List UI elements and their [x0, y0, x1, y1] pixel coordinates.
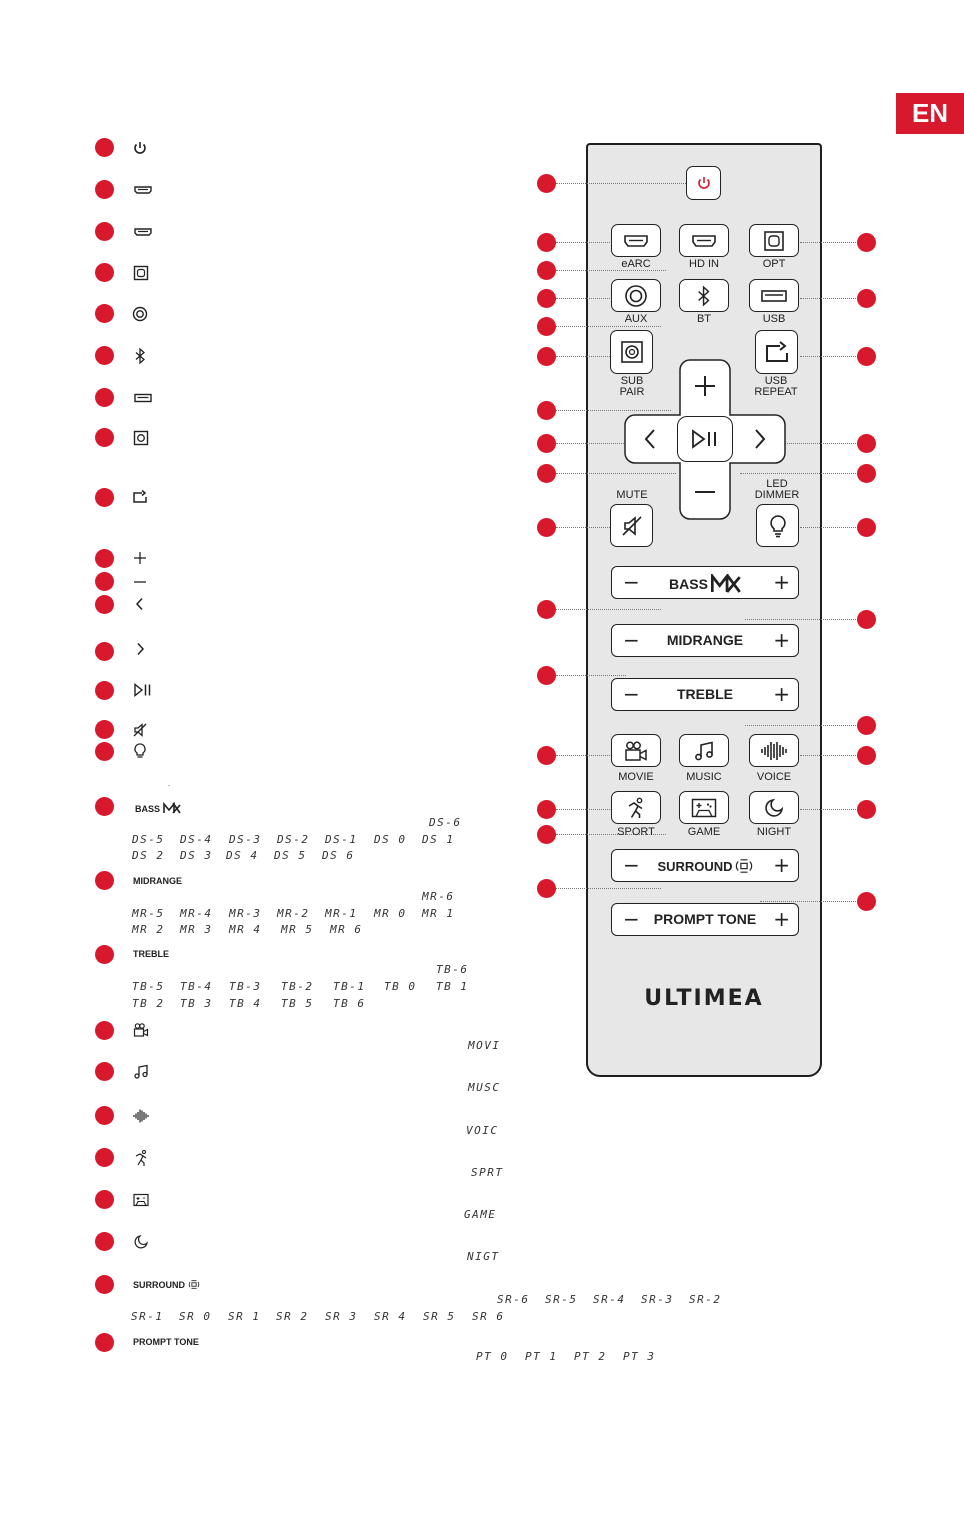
midrange-code: MR 2 [132, 923, 165, 936]
surround-code: SR 1 [228, 1310, 261, 1323]
callout-dot [537, 666, 556, 685]
callout-dot [95, 488, 114, 507]
leader-line [556, 809, 610, 810]
led-dimmer-label: LED DIMMER [754, 478, 800, 501]
earc-button[interactable] [611, 224, 661, 257]
bass-code: DS 2 [132, 849, 165, 862]
treble-code: TB 3 [180, 997, 213, 1010]
optical-icon [132, 264, 150, 282]
bass-code: DS 6 [322, 849, 355, 862]
callout-dot [95, 304, 114, 323]
callout-dot [537, 347, 556, 366]
treble-minus[interactable]: − [623, 682, 640, 706]
previous-button[interactable] [627, 418, 675, 460]
midrange-code: MR 4 [229, 923, 262, 936]
surround-code: SR-5 [545, 1293, 578, 1306]
callout-dot [95, 1232, 114, 1251]
callout-dot [857, 464, 876, 483]
treble-code: TB-3 [229, 980, 262, 993]
bass-code: DS 0 [374, 833, 407, 846]
language-tab: EN [896, 93, 964, 134]
chevron-left-icon [627, 418, 675, 460]
music-note-icon [132, 1063, 150, 1081]
leader-line [784, 443, 856, 444]
surround-code: SR 6 [472, 1310, 505, 1323]
callout-dot [95, 263, 114, 282]
music-button[interactable] [679, 734, 729, 767]
sport-button[interactable] [611, 791, 661, 824]
minus-icon [681, 472, 729, 516]
callout-dot [857, 347, 876, 366]
prompt-tone-code: PT 0 [476, 1350, 509, 1363]
prompt-tone-code: PT 1 [525, 1350, 558, 1363]
callout-dot [95, 1106, 114, 1125]
surround-minus[interactable]: − [623, 853, 640, 877]
bass-code: DS 4 [226, 849, 259, 862]
opt-label: OPT [762, 258, 786, 270]
callout-dot [857, 892, 876, 911]
leader-line [556, 183, 686, 184]
surround-icon [735, 858, 753, 874]
bass-code: DS 3 [180, 849, 213, 862]
music-note-icon [693, 740, 715, 762]
callout-dot [95, 549, 114, 568]
callout-dot [537, 746, 556, 765]
volume-up-button[interactable] [681, 362, 729, 408]
prompt-tone-code: PT 3 [623, 1350, 656, 1363]
hdmi-icon [692, 234, 716, 248]
sport-runner-icon [625, 797, 647, 819]
treble-code: TB 5 [281, 997, 314, 1010]
surround-plus[interactable]: + [773, 853, 790, 877]
hdmi-in-icon [133, 223, 153, 241]
bass-code: DS-1 [325, 833, 358, 846]
midrange-label: MIDRANGE [666, 632, 744, 648]
leader-line [800, 755, 856, 756]
surround-code: SR-1 [131, 1310, 164, 1323]
surround-code: SR-3 [641, 1293, 674, 1306]
midrange-code: MR 0 [374, 907, 407, 920]
callout-dot [857, 289, 876, 308]
prompt-tone-legend-label: PROMPT TONE [133, 1337, 199, 1347]
surround-label: SURROUND [612, 858, 798, 874]
game-icon [132, 1191, 150, 1209]
surround-icon [188, 1279, 200, 1290]
movie-camera-icon [132, 1021, 150, 1039]
callout-dot [95, 1021, 114, 1040]
bass-control[interactable] [611, 566, 799, 599]
movie-camera-icon [623, 740, 649, 762]
bluetooth-icon [696, 285, 712, 307]
treble-code: TB 1 [436, 980, 469, 993]
midrange-plus[interactable]: + [773, 628, 790, 652]
mute-button[interactable] [610, 504, 653, 547]
midrange-code: MR 3 [180, 923, 213, 936]
game-icon [691, 798, 717, 818]
surround-code: SR-2 [689, 1293, 722, 1306]
callout-dot [95, 871, 114, 890]
callout-dot [537, 800, 556, 819]
play-pause-icon [132, 681, 154, 699]
hdmi-earc-icon [133, 181, 153, 199]
surround-code: SR 4 [374, 1310, 407, 1323]
callout-dot [537, 317, 556, 336]
optical-icon [763, 230, 785, 252]
callout-dot [95, 720, 114, 739]
movie-code: MOVI [468, 1039, 501, 1052]
surround-code: SR 2 [276, 1310, 309, 1323]
voice-waveform-icon [759, 740, 789, 762]
movie-button[interactable] [611, 734, 661, 767]
bass-code: DS-5 [132, 833, 165, 846]
night-button[interactable] [749, 791, 799, 824]
chevron-right-icon [131, 640, 149, 658]
callout-dot [95, 595, 114, 614]
aux-icon [131, 305, 149, 323]
treble-plus[interactable]: + [773, 682, 790, 706]
usb-icon [761, 290, 787, 302]
midrange-code: MR-4 [180, 907, 213, 920]
leader-line [556, 888, 661, 889]
surround-code: SR 5 [423, 1310, 456, 1323]
treble-code: TB-2 [281, 980, 314, 993]
callout-dot [537, 518, 556, 537]
callout-dot [95, 642, 114, 661]
sport-label: SPORT [617, 826, 655, 838]
aux-label: AUX [624, 313, 648, 325]
bluetooth-button[interactable] [679, 279, 729, 312]
bass-legend-label: BASS [135, 802, 181, 814]
leader-line [556, 298, 610, 299]
voice-waveform-icon [132, 1107, 150, 1125]
surround-code: SR-6 [497, 1293, 530, 1306]
midrange-code: MR-3 [229, 907, 262, 920]
callout-dot [95, 180, 114, 199]
sub-pair-label: SUB PAIR [619, 375, 645, 398]
aux-icon [624, 284, 648, 308]
music-label: MUSIC [686, 771, 722, 783]
game-code: GAME [464, 1208, 497, 1221]
leader-line [556, 609, 661, 610]
midrange-code: MR 5 [281, 923, 314, 936]
surround-code: SR 0 [179, 1310, 212, 1323]
bass-code: DS 5 [274, 849, 307, 862]
callout-dot [857, 716, 876, 735]
usb-label: USB [762, 313, 786, 325]
bass-code: DS-2 [277, 833, 310, 846]
usb-button[interactable] [749, 279, 799, 312]
callout-dot [95, 797, 114, 816]
callout-dot [857, 233, 876, 252]
voice-button[interactable] [749, 734, 799, 767]
subwoofer-pair-icon [132, 429, 150, 447]
minus-icon [131, 573, 149, 591]
callout-dot [857, 434, 876, 453]
night-moon-icon [132, 1233, 150, 1251]
callout-dot [95, 138, 114, 157]
bass-mx-logo-icon [163, 802, 181, 814]
led-dimmer-button[interactable] [756, 504, 799, 547]
bass-mx-logo-icon [711, 574, 741, 593]
bt-label: BT [696, 313, 712, 325]
midrange-code: MR 1 [422, 907, 455, 920]
bass-minus[interactable]: − [623, 570, 640, 594]
music-code: MUSC [468, 1081, 501, 1094]
voice-code: VOIC [466, 1124, 499, 1137]
callout-dot [537, 401, 556, 420]
bass-label: BASS [612, 574, 798, 593]
bass-code: DS 1 [422, 833, 455, 846]
leader-line [745, 725, 856, 726]
treble-code: TB-6 [436, 963, 469, 976]
movie-label: MOVIE [618, 771, 654, 783]
hdmi-icon [624, 234, 648, 248]
mute-label: MUTE [616, 489, 648, 501]
callout-dot [95, 1062, 114, 1081]
prompt-tone-minus[interactable]: − [623, 907, 640, 931]
prompt-tone-control[interactable] [611, 903, 799, 936]
callout-dot [95, 1190, 114, 1209]
volume-down-button[interactable] [681, 472, 729, 516]
play-pause-icon [690, 428, 720, 450]
night-code: NIGT [467, 1250, 500, 1263]
midrange-minus[interactable]: − [623, 628, 640, 652]
game-button[interactable] [679, 791, 729, 824]
callout-dot [857, 518, 876, 537]
treble-code: TB-4 [180, 980, 213, 993]
power-button[interactable] [686, 166, 721, 200]
midrange-legend-label: MIDRANGE [133, 876, 182, 886]
bulb-icon [766, 514, 790, 538]
leader-line [800, 298, 856, 299]
leader-line [800, 527, 856, 528]
bass-code: DS-4 [180, 833, 213, 846]
callout-dot [95, 428, 114, 447]
bass-code: DS-6 [429, 816, 462, 829]
prompt-tone-plus[interactable]: + [773, 907, 790, 931]
leader-line [556, 675, 626, 676]
callout-dot [537, 464, 556, 483]
mute-icon [131, 721, 149, 739]
midrange-code: MR-1 [325, 907, 358, 920]
callout-dot [95, 742, 114, 761]
callout-dot [95, 572, 114, 591]
callout-dot [95, 346, 114, 365]
sport-runner-icon [132, 1149, 150, 1167]
leader-line [556, 527, 610, 528]
bass-code: DS-3 [229, 833, 262, 846]
usb-icon [133, 389, 153, 407]
midrange-code: MR-5 [132, 907, 165, 920]
chevron-left-icon [131, 595, 149, 613]
callout-dot [95, 1148, 114, 1167]
usb-repeat-icon [131, 488, 149, 506]
treble-code: TB-5 [132, 980, 165, 993]
treble-code: TB 0 [384, 980, 417, 993]
usb-repeat-label: USB REPEAT [754, 375, 798, 398]
callout-dot [95, 1275, 114, 1294]
leader-line [800, 356, 856, 357]
power-icon [695, 174, 713, 192]
treble-code: TB 6 [333, 997, 366, 1010]
midrange-code: MR-6 [422, 890, 455, 903]
power-icon [131, 139, 149, 157]
callout-dot [537, 879, 556, 898]
prompt-tone-label: PROMPT TONE [653, 911, 757, 927]
brand-logo: ULTIMEA [644, 986, 764, 1011]
night-moon-icon [763, 797, 785, 819]
play-pause-button[interactable] [677, 416, 733, 462]
bulb-icon [131, 742, 149, 760]
surround-legend-label: SURROUND [133, 1279, 200, 1290]
callout-dot [95, 388, 114, 407]
treble-code: TB 4 [229, 997, 262, 1010]
mute-icon [620, 514, 644, 538]
plus-icon [681, 362, 729, 408]
callout-dot [857, 800, 876, 819]
game-label: GAME [687, 826, 721, 838]
leader-line [556, 356, 610, 357]
callout-dot [537, 174, 556, 193]
hd-in-button[interactable] [679, 224, 729, 257]
bluetooth-icon [131, 347, 149, 365]
callout-dot [95, 945, 114, 964]
leader-line [800, 809, 856, 810]
callout-dot [857, 746, 876, 765]
surround-code: SR 3 [325, 1310, 358, 1323]
treble-code: TB-1 [333, 980, 366, 993]
surround-control[interactable] [611, 849, 799, 882]
sport-code: SPRT [471, 1166, 504, 1179]
aux-button[interactable] [611, 279, 661, 312]
optical-button[interactable] [749, 224, 799, 257]
callout-dot [537, 434, 556, 453]
midrange-code: MR 6 [330, 923, 363, 936]
leader-line [556, 242, 610, 243]
night-label: NIGHT [756, 826, 792, 838]
treble-label: TREBLE [677, 686, 733, 702]
chevron-right-icon [735, 418, 783, 460]
bass-plus[interactable]: + [773, 570, 790, 594]
callout-dot [537, 261, 556, 280]
leader-line [556, 326, 661, 327]
midrange-control[interactable] [611, 624, 799, 657]
callout-dot [537, 600, 556, 619]
leader-line [556, 443, 624, 444]
leader-line [800, 242, 856, 243]
leader-line [745, 619, 856, 620]
leader-line [556, 755, 610, 756]
callout-dot [537, 233, 556, 252]
callout-dot [537, 825, 556, 844]
surround-code: SR-4 [593, 1293, 626, 1306]
next-button[interactable] [735, 418, 783, 460]
earc-label: eARC [621, 258, 651, 270]
leader-line [760, 901, 856, 902]
callout-dot [95, 222, 114, 241]
callout-dot [857, 610, 876, 629]
callout-dot [537, 289, 556, 308]
treble-code: TB 2 [132, 997, 165, 1010]
callout-dot [95, 681, 114, 700]
voice-label: VOICE [756, 771, 792, 783]
leader-line [556, 270, 666, 271]
prompt-tone-code: PT 2 [574, 1350, 607, 1363]
small-mark: . [168, 779, 171, 788]
treble-control[interactable] [611, 678, 799, 711]
midrange-code: MR-2 [277, 907, 310, 920]
hd-in-label: HD IN [689, 258, 719, 270]
plus-icon [131, 549, 149, 567]
treble-legend-label: TREBLE [133, 949, 169, 959]
callout-dot [95, 1333, 114, 1352]
